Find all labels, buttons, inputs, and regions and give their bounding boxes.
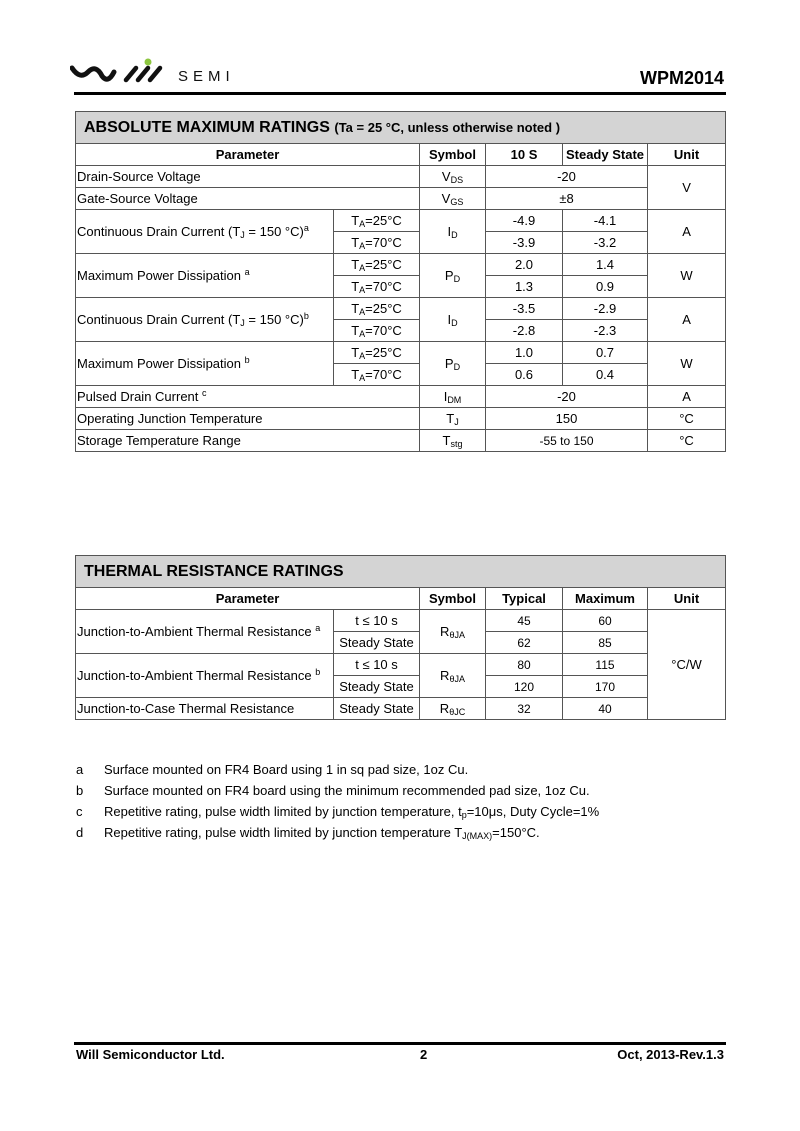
col-header-symbol: Symbol xyxy=(420,144,486,166)
condition-steady: Steady State xyxy=(334,676,420,698)
condition-10s: t ≤ 10 s xyxy=(334,610,420,632)
table-row xyxy=(76,654,726,676)
value-idm: -20 xyxy=(486,386,648,408)
footer-rule xyxy=(74,1042,726,1045)
value-10s: 1.3 xyxy=(486,276,563,298)
table-row xyxy=(76,386,726,408)
value-10s: -3.9 xyxy=(486,232,563,254)
symbol-tj: $T_J$ xyxy=(420,408,486,430)
footnote-text: Repetitive rating, pulse width limited by junction temperature $T_{J(MAX)}=150^\circ C$. xyxy=(104,825,540,841)
condition-25c: $T_A=25^\circ C$ xyxy=(334,254,420,276)
table-row xyxy=(76,342,726,364)
value-steady: -3.2 xyxy=(563,232,648,254)
value-steady: -2.9 xyxy=(563,298,648,320)
param-tstg: Storage Temperature Range xyxy=(76,430,420,452)
unit: W xyxy=(648,342,726,386)
symbol-id-a: $I_D$ xyxy=(420,210,486,254)
unit: W xyxy=(648,254,726,298)
absolute-maximum-ratings-table xyxy=(75,111,726,452)
col-header-parameter: Parameter xyxy=(76,144,420,166)
footnote-text: Surface mounted on FR4 board using the minimum recommended pad size, 1oz Cu. xyxy=(104,783,590,798)
condition-steady: Steady State xyxy=(334,698,420,720)
logo-text: SEMI xyxy=(178,68,235,85)
condition-70c: $T_A=70^\circ C$ xyxy=(334,232,420,254)
unit: A xyxy=(648,210,726,254)
table-title: ABSOLUTE MAXIMUM RATINGS (Ta = 25 °C, unless otherwise noted ) xyxy=(76,112,726,144)
table-row xyxy=(76,188,726,210)
value-typical: 80 xyxy=(486,654,563,676)
value-vds: -20 xyxy=(486,166,648,188)
col-header-unit: Unit xyxy=(648,144,726,166)
footnote-letter: d xyxy=(76,825,84,840)
symbol-rja: $R_{\theta JA}$ xyxy=(420,654,486,698)
symbol-rja: $R_{\theta JA}$ xyxy=(420,610,486,654)
value-tstg: -55 to 150 xyxy=(486,430,648,452)
value-10s: -3.5 xyxy=(486,298,563,320)
value-steady: -2.3 xyxy=(563,320,648,342)
unit: A xyxy=(648,386,726,408)
table-row xyxy=(76,210,726,232)
table-row xyxy=(76,430,726,452)
col-header-typical: Typical xyxy=(486,588,563,610)
value-steady: -4.1 xyxy=(563,210,648,232)
param-rjc: Junction-to-Case Thermal Resistance xyxy=(76,698,334,720)
col-header-maximum: Maximum xyxy=(563,588,648,610)
footer-company: Will Semiconductor Ltd. xyxy=(76,1047,225,1062)
symbol-vds: $V_{DS}$ xyxy=(420,166,486,188)
param-tj: Operating Junction Temperature xyxy=(76,408,420,430)
condition-70c: $T_A=70^\circ C$ xyxy=(334,320,420,342)
unit-voltage: V xyxy=(648,166,726,210)
table-condition: (Ta = 25 °C, unless otherwise noted ) xyxy=(334,119,561,135)
unit-thermal: °C/W xyxy=(648,610,726,720)
condition-25c: $T_A=25^\circ C$ xyxy=(334,342,420,364)
unit: A xyxy=(648,298,726,342)
col-header-parameter: Parameter xyxy=(76,588,420,610)
param-pd-a: Maximum Power Dissipation $^a$ xyxy=(76,254,334,298)
condition-10s: t ≤ 10 s xyxy=(334,654,420,676)
col-header-symbol: Symbol xyxy=(420,588,486,610)
value-10s: -2.8 xyxy=(486,320,563,342)
condition-25c: $T_A=25^\circ C$ xyxy=(334,210,420,232)
param-rja-b: Junction-to-Ambient Thermal Resistance $^b$ xyxy=(76,654,334,698)
footnote-text: Repetitive rating, pulse width limited by junction temperature, $t_p=10\mu s$, Duty Cycle=1% xyxy=(104,804,600,820)
value-steady: 0.7 xyxy=(563,342,648,364)
value-10s: -4.9 xyxy=(486,210,563,232)
value-typical: 32 xyxy=(486,698,563,720)
value-tj: 150 xyxy=(486,408,648,430)
col-header-steady-state: Steady State xyxy=(563,144,648,166)
value-vgs: ±8 xyxy=(486,188,648,210)
symbol-idm: $I_{DM}$ xyxy=(420,386,486,408)
param-vds: Drain-Source Voltage xyxy=(76,166,420,188)
value-typical: 62 xyxy=(486,632,563,654)
condition-70c: $T_A=70^\circ C$ xyxy=(334,364,420,386)
header-row xyxy=(76,144,726,166)
param-idm: Pulsed Drain Current $^c$ xyxy=(76,386,420,408)
value-typical: 45 xyxy=(486,610,563,632)
value-maximum: 60 xyxy=(563,610,648,632)
unit: °C xyxy=(648,408,726,430)
part-number: WPM2014 xyxy=(639,68,724,88)
condition-70c: $T_A=70^\circ C$ xyxy=(334,276,420,298)
footnote-letter: b xyxy=(76,783,84,798)
header-row xyxy=(76,588,726,610)
table-row xyxy=(76,698,726,720)
col-header-unit: Unit xyxy=(648,588,726,610)
symbol-id-b: $I_D$ xyxy=(420,298,486,342)
footer-revision: Oct, 2013-Rev.1.3 xyxy=(617,1047,724,1062)
thermal-resistance-table xyxy=(75,555,726,720)
value-steady: 0.4 xyxy=(563,364,648,386)
footnote-letter: c xyxy=(76,804,83,819)
value-10s: 0.6 xyxy=(486,364,563,386)
value-steady: 1.4 xyxy=(563,254,648,276)
table-row xyxy=(76,298,726,320)
col-header-10s: 10 S xyxy=(486,144,563,166)
unit: °C xyxy=(648,430,726,452)
value-maximum: 115 xyxy=(563,654,648,676)
table-title: THERMAL RESISTANCE RATINGS xyxy=(76,556,726,588)
value-maximum: 170 xyxy=(563,676,648,698)
value-steady: 0.9 xyxy=(563,276,648,298)
symbol-tstg: $T_{stg}$ xyxy=(420,430,486,452)
table-row xyxy=(76,408,726,430)
value-typical: 120 xyxy=(486,676,563,698)
symbol-pd-a: $P_D$ xyxy=(420,254,486,298)
condition-25c: $T_A=25^\circ C$ xyxy=(334,298,420,320)
footer-page-number: 2 xyxy=(420,1047,428,1062)
value-maximum: 40 xyxy=(563,698,648,720)
param-id-a: Continuous Drain Current ($T_J = 150$ °C)$^a$ xyxy=(76,210,334,254)
value-10s: 2.0 xyxy=(486,254,563,276)
param-pd-b: Maximum Power Dissipation $^b$ xyxy=(76,342,334,386)
value-10s: 1.0 xyxy=(486,342,563,364)
param-vgs: Gate-Source Voltage xyxy=(76,188,420,210)
table-row xyxy=(76,254,726,276)
table-row xyxy=(76,166,726,188)
header-rule xyxy=(74,92,726,95)
param-rja-a: Junction-to-Ambient Thermal Resistance $^a$ xyxy=(76,610,334,654)
value-maximum: 85 xyxy=(563,632,648,654)
company-logo xyxy=(70,58,270,88)
symbol-rjc: $R_{\theta JC}$ xyxy=(420,698,486,720)
symbol-pd-b: $P_D$ xyxy=(420,342,486,386)
param-id-b: Continuous Drain Current ($T_J = 150$ °C)$^b$ xyxy=(76,298,334,342)
footnote-text: Surface mounted on FR4 Board using 1 in sq pad size, 1oz Cu. xyxy=(104,762,469,777)
will-logo-mark-icon xyxy=(70,58,180,88)
table-row xyxy=(76,610,726,632)
symbol-vgs: $V_{GS}$ xyxy=(420,188,486,210)
footnote-letter: a xyxy=(76,762,84,777)
condition-steady: Steady State xyxy=(334,632,420,654)
